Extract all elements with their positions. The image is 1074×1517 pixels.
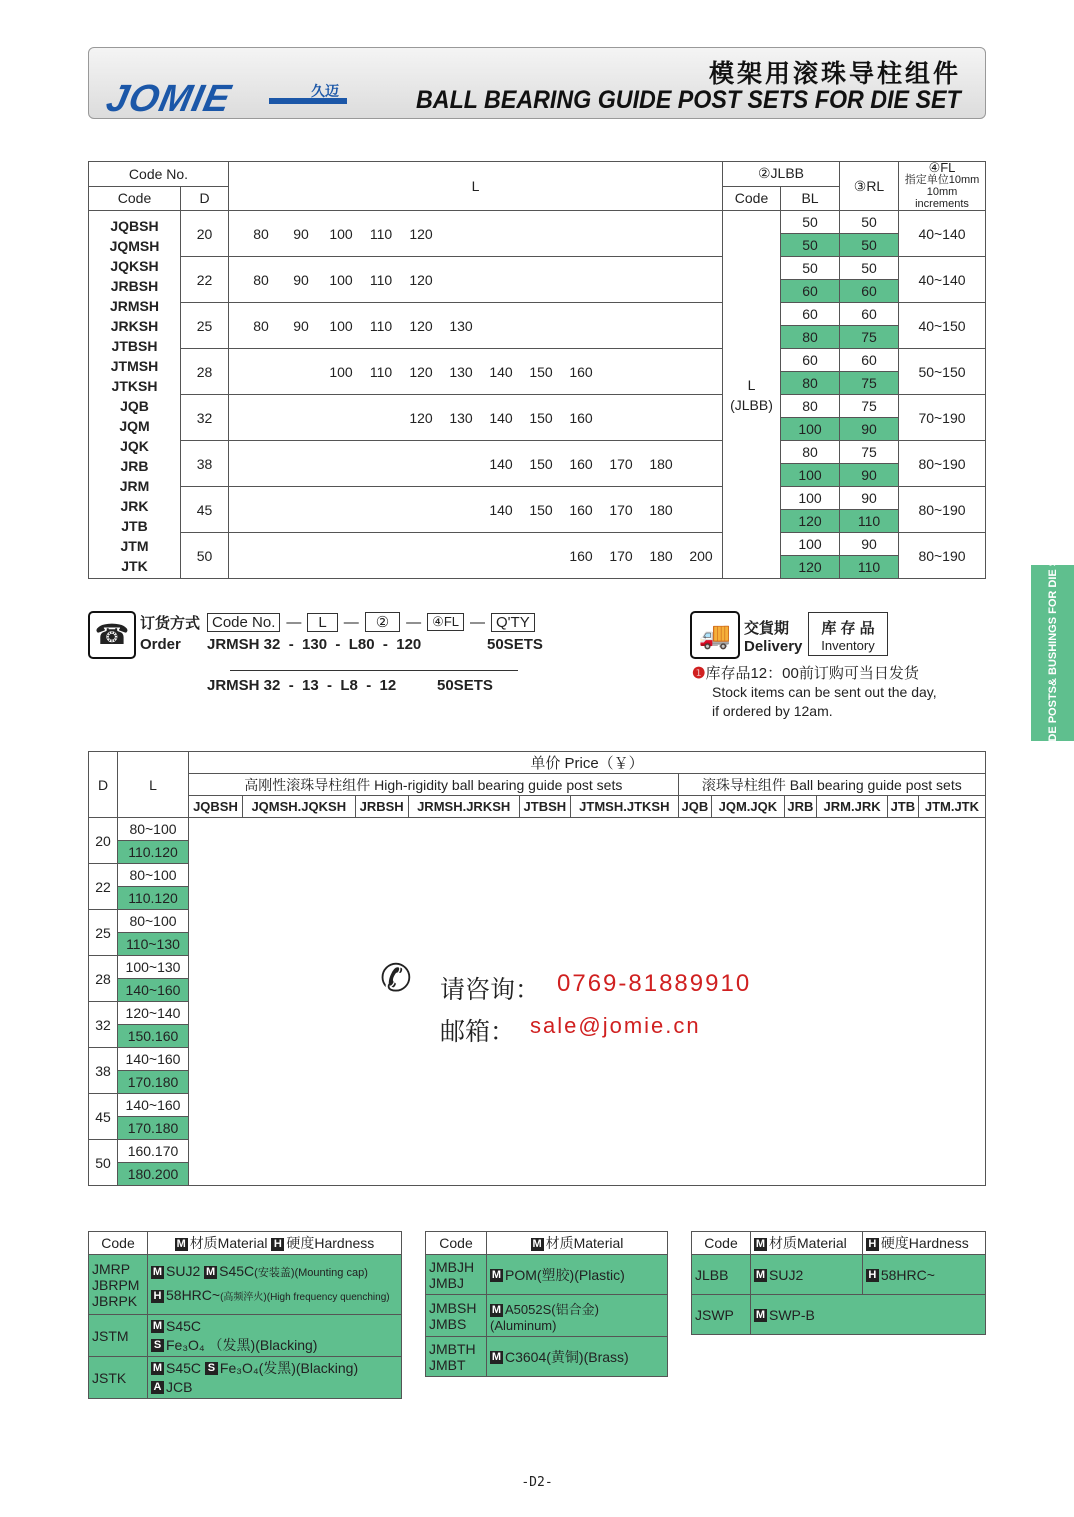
price-col-header: JTMSH.JTKSH (571, 796, 679, 818)
cell-rl: 50 (840, 257, 899, 280)
material-table-3 (691, 1231, 986, 1335)
code-jmrp: JMRP JBRPM JBRPK (89, 1255, 148, 1315)
cell-l (229, 533, 723, 579)
cell-bl: 100 (781, 487, 840, 510)
cell-bl: 80 (781, 372, 840, 395)
cell-l (229, 441, 723, 487)
cell-rl: 110 (840, 556, 899, 579)
l-value: 160 (569, 363, 593, 380)
cell-fl: 40~150 (899, 303, 986, 349)
h-rl: ③RL (840, 162, 899, 211)
l-value: 170 (609, 455, 633, 472)
cell-rl: 60 (840, 280, 899, 303)
phone-call-icon: ✆ (380, 958, 412, 1000)
order-label-cn: 订货方式 (140, 615, 201, 632)
h-hard: H 硬度Hardness (862, 1232, 985, 1255)
l-value: 160 (569, 501, 593, 518)
code-item: JRKSH (110, 317, 159, 334)
cell-l (229, 395, 723, 441)
l-value: 80 (253, 225, 269, 242)
code-item: JQK (120, 437, 149, 454)
l-value: 140 (489, 363, 513, 380)
cell-rl: 110 (840, 510, 899, 533)
cell-bl: 50 (781, 211, 840, 234)
cell-bl: 80 (781, 326, 840, 349)
spec-row (89, 533, 986, 556)
hardness-icon: H (271, 1238, 284, 1251)
mat-jstk: M S45C S Fe₃O₄(发黑)(Blacking) A JCB (148, 1357, 402, 1399)
cell-bl: 100 (781, 464, 840, 487)
cell-rl: 60 (840, 349, 899, 372)
spec-row (89, 257, 986, 280)
brand-logo: JOMIE (102, 78, 235, 120)
cell-l (229, 211, 723, 257)
code-item: JRB (120, 457, 149, 474)
cell-bl: 120 (781, 556, 840, 579)
cell-d: 22 (181, 257, 229, 303)
h-mat-hard: M 材质Material H 硬度Hardness (148, 1232, 402, 1255)
spec-row (89, 395, 986, 418)
l-value: 100 (329, 225, 353, 242)
l-value: 160 (569, 409, 593, 426)
cell-rl: 60 (840, 303, 899, 326)
brand-cn: 久迈 (311, 83, 339, 99)
code-item: JTMSH (110, 357, 159, 374)
cell-fl: 80~190 (899, 441, 986, 487)
l-value: 180 (649, 547, 673, 564)
page-number: -D2- (521, 1475, 553, 1490)
delivery-note-en-2: if ordered by 12am. (712, 703, 833, 719)
cell-l (229, 349, 723, 395)
cell-rl: 90 (840, 464, 899, 487)
price-content-area (189, 818, 986, 1186)
price-col-header: JQBSH (189, 796, 243, 818)
price-col-header: JQM.JQK (712, 796, 784, 818)
price-col-header: JRBSH (355, 796, 408, 818)
l-value: 170 (609, 501, 633, 518)
h-price: 单价 Price（￥） (189, 752, 986, 774)
l-value: 110 (369, 317, 393, 334)
price-d: 20 (89, 818, 118, 864)
page-title-en: BALL BEARING GUIDE POST SETS FOR DIE SET (416, 86, 961, 114)
h-code: Code (89, 1232, 148, 1255)
mat-jstm: M S45C S Fe₃O₄ （发黑)(Blacking) (148, 1315, 402, 1357)
l-value: 130 (449, 317, 473, 334)
l-value: 180 (649, 501, 673, 518)
h-bl: BL (781, 186, 840, 211)
cell-bl: 100 (781, 418, 840, 441)
code-item: JQKSH (110, 257, 159, 274)
cell-d: 28 (181, 349, 229, 395)
spec-table (88, 161, 986, 579)
code-list (89, 211, 181, 579)
h-l: L (229, 162, 723, 211)
l-value: 150 (529, 363, 553, 380)
order-example-2: JRMSH 32 - 13 - L8 - 12 (207, 677, 397, 694)
price-d: 32 (89, 1002, 118, 1048)
material-table-2 (425, 1231, 668, 1377)
price-col-header: JQB (678, 796, 712, 818)
page-title-cn: 模架用滚珠导柱组件 (708, 60, 961, 88)
h-l: L (118, 752, 189, 818)
price-l: 140~160 (118, 1094, 189, 1117)
cell-fl: 80~190 (899, 533, 986, 579)
cell-bl: 80 (781, 441, 840, 464)
mat-jmrp: M SUJ2 M S45C(安装盖)(Mounting cap) H 58HRC~(高频淬火)(High frequency quenching) (148, 1255, 402, 1315)
code-item: JRM (119, 477, 150, 494)
material-table-1 (88, 1231, 402, 1399)
price-col-header: JTM.JTK (918, 796, 985, 818)
l-value: 110 (369, 271, 393, 288)
l-value: 150 (529, 455, 553, 472)
l-value: 90 (293, 271, 309, 288)
code-jlbb: JLBB (692, 1255, 751, 1295)
l-value: 100 (329, 317, 353, 334)
mat-jmbt: M C3604(黄铜)(Brass) (487, 1337, 668, 1377)
cell-fl: 40~140 (899, 211, 986, 257)
price-col-header: JTBSH (519, 796, 570, 818)
side-tab[interactable] (1031, 544, 1074, 762)
cell-l (229, 303, 723, 349)
code-jmbs: JMBSH JMBS (426, 1295, 487, 1337)
cell-rl: 75 (840, 326, 899, 349)
price-d: 25 (89, 910, 118, 956)
mat-jswp: M SWP-B (751, 1295, 986, 1335)
h-jlbb: ②JLBB (723, 162, 840, 187)
delivery-label-cn: 交貨期 (744, 620, 790, 637)
l-value: 130 (449, 409, 473, 426)
cell-bl: 60 (781, 280, 840, 303)
price-l: 110.120 (118, 887, 189, 910)
code-jswp: JSWP (692, 1295, 751, 1335)
cell-d: 45 (181, 487, 229, 533)
phone-icon: ☎ (88, 611, 136, 659)
l-value: 100 (329, 271, 353, 288)
cell-jlbb-code: L (JLBB) (723, 211, 781, 579)
email-label: 邮箱： (440, 1018, 516, 1046)
mat-jmbj: M POM(塑胶)(Plastic) (487, 1255, 668, 1295)
spec-row (89, 303, 986, 326)
cell-rl: 75 (840, 441, 899, 464)
code-item: JTM (120, 537, 149, 554)
code-item: JTK (121, 557, 148, 574)
cell-rl: 75 (840, 395, 899, 418)
order-example-1: JRMSH 32 - 130 - L80 - 120 (207, 636, 422, 653)
spec-row (89, 211, 986, 234)
order-connector (230, 656, 518, 671)
cell-d: 20 (181, 211, 229, 257)
l-value: 140 (489, 455, 513, 472)
cell-bl: 80 (781, 395, 840, 418)
price-l: 80~100 (118, 864, 189, 887)
cell-rl: 75 (840, 372, 899, 395)
price-d: 22 (89, 864, 118, 910)
price-l: 180.200 (118, 1163, 189, 1186)
cell-d: 50 (181, 533, 229, 579)
cell-rl: 90 (840, 487, 899, 510)
order-example-1-qty: 50SETS (487, 636, 543, 653)
price-l: 120~140 (118, 1002, 189, 1025)
cell-bl: 60 (781, 303, 840, 326)
price-l: 100~130 (118, 956, 189, 979)
contact-label: 请咨询： (440, 976, 541, 1004)
side-tab-label: GUIDE POSTS& BUSHINGS FOR DIE SET (1046, 544, 1059, 762)
price-l: 170.180 (118, 1117, 189, 1140)
cell-bl: 50 (781, 234, 840, 257)
cell-rl: 50 (840, 211, 899, 234)
cell-l (229, 257, 723, 303)
code-item: JRK (120, 497, 149, 514)
h-code: Code (692, 1232, 751, 1255)
l-value: 160 (569, 455, 593, 472)
l-value: 140 (489, 501, 513, 518)
order-format: Code No. — L — ② — ④FL — Q'TY (207, 612, 535, 632)
l-value: 120 (409, 317, 433, 334)
price-col-header: JRMSH.JRKSH (408, 796, 519, 818)
hard-jlbb: H 58HRC~ (862, 1255, 985, 1295)
price-l: 150.160 (118, 1025, 189, 1048)
price-l: 140~160 (118, 979, 189, 1002)
code-jmbt: JMBTH JMBT (426, 1337, 487, 1377)
price-col-header: JTB (887, 796, 918, 818)
code-item: JQMSH (109, 237, 160, 254)
code-item: JRMSH (109, 297, 159, 314)
cell-fl: 70~190 (899, 395, 986, 441)
l-value: 200 (689, 547, 713, 564)
h-group-2: 滚珠导柱组件 Ball bearing guide post sets (678, 774, 985, 796)
price-l: 110.120 (118, 841, 189, 864)
price-l: 110~130 (118, 933, 189, 956)
l-value: 110 (369, 225, 393, 242)
code-item: JRBSH (110, 277, 159, 294)
h-mat: M 材质Material (751, 1232, 863, 1255)
code-jstk: JSTK (89, 1357, 148, 1399)
l-value: 110 (369, 363, 393, 380)
cell-fl: 80~190 (899, 487, 986, 533)
mat-jmbs: M A5052S(铝合金)(Aluminum) (487, 1295, 668, 1337)
price-row (89, 818, 986, 841)
price-table (88, 751, 986, 1186)
l-value: 150 (529, 501, 553, 518)
cell-fl: 50~150 (899, 349, 986, 395)
price-l: 140~160 (118, 1048, 189, 1071)
order-label-en: Order (140, 636, 181, 653)
l-value: 120 (409, 409, 433, 426)
l-value: 170 (609, 547, 633, 564)
price-col-header: JQMSH.JQKSH (242, 796, 355, 818)
cell-bl: 50 (781, 257, 840, 280)
code-item: JTBSH (111, 337, 158, 354)
code-item: JTB (121, 517, 148, 534)
price-l: 80~100 (118, 910, 189, 933)
cell-bl: 120 (781, 510, 840, 533)
l-value: 120 (409, 225, 433, 242)
l-value: 160 (569, 547, 593, 564)
cell-bl: 100 (781, 533, 840, 556)
price-d: 28 (89, 956, 118, 1002)
price-col-header: JRB (784, 796, 817, 818)
spec-row (89, 487, 986, 510)
cell-bl: 60 (781, 349, 840, 372)
price-col-header: JRM.JRK (817, 796, 888, 818)
l-value: 80 (253, 317, 269, 334)
spec-row (89, 349, 986, 372)
contact-email[interactable]: sale@jomie.cn (530, 1013, 701, 1038)
price-l: 170.180 (118, 1071, 189, 1094)
material-icon: M (176, 1237, 186, 1250)
l-value: 120 (409, 271, 433, 288)
alert-icon: ❶ (692, 665, 706, 682)
price-l: 160.170 (118, 1140, 189, 1163)
h-codeno: Code No. (89, 162, 229, 187)
l-value: 90 (293, 317, 309, 334)
l-value: 100 (329, 363, 353, 380)
h-d: D (89, 752, 118, 818)
cell-rl: 50 (840, 234, 899, 257)
delivery-note-cn: ❶库存品12：00前订购可当日发货 (692, 665, 919, 682)
price-d: 45 (89, 1094, 118, 1140)
code-item: JQBSH (110, 217, 159, 234)
inventory-box: 库 存 品 Inventory (808, 612, 888, 656)
spec-row (89, 441, 986, 464)
cell-rl: 90 (840, 533, 899, 556)
cell-d: 32 (181, 395, 229, 441)
h-d: D (181, 186, 229, 211)
l-value: 90 (293, 225, 309, 242)
l-value: 120 (409, 363, 433, 380)
h-mat: M 材质Material (487, 1232, 668, 1255)
code-item: JTKSH (111, 377, 158, 394)
h-code: Code (89, 186, 181, 211)
truck-icon: 🚚 (690, 611, 740, 659)
l-value: 150 (529, 409, 553, 426)
code-item: JQM (119, 417, 150, 434)
cell-d: 25 (181, 303, 229, 349)
code-item: JQB (120, 397, 149, 414)
cell-rl: 90 (840, 418, 899, 441)
l-value: 180 (649, 455, 673, 472)
h-fl: ④FL 指定单位10mm 10mm increments (899, 162, 986, 211)
price-d: 38 (89, 1048, 118, 1094)
cell-fl: 40~140 (899, 257, 986, 303)
cell-d: 38 (181, 441, 229, 487)
code-jstm: JSTM (89, 1315, 148, 1357)
price-d: 50 (89, 1140, 118, 1186)
mat-jlbb: M SUJ2 (751, 1255, 863, 1295)
page-header (88, 47, 986, 119)
order-example-2-qty: 50SETS (437, 677, 493, 694)
code-jmbj: JMBJH JMBJ (426, 1255, 487, 1295)
l-value: 140 (489, 409, 513, 426)
l-value: 80 (253, 271, 269, 288)
contact-phone[interactable]: 0769-81889910 (557, 970, 752, 997)
cell-l (229, 487, 723, 533)
h-code2: Code (723, 186, 781, 211)
h-code: Code (426, 1232, 487, 1255)
delivery-label-en: Delivery (744, 638, 803, 655)
l-value: 130 (449, 363, 473, 380)
price-l: 80~100 (118, 818, 189, 841)
delivery-note-en-1: Stock items can be sent out the day, (712, 684, 937, 700)
h-group-1: 高刚性滚珠导柱组件 High-rigidity ball bearing guide post sets (189, 774, 679, 796)
